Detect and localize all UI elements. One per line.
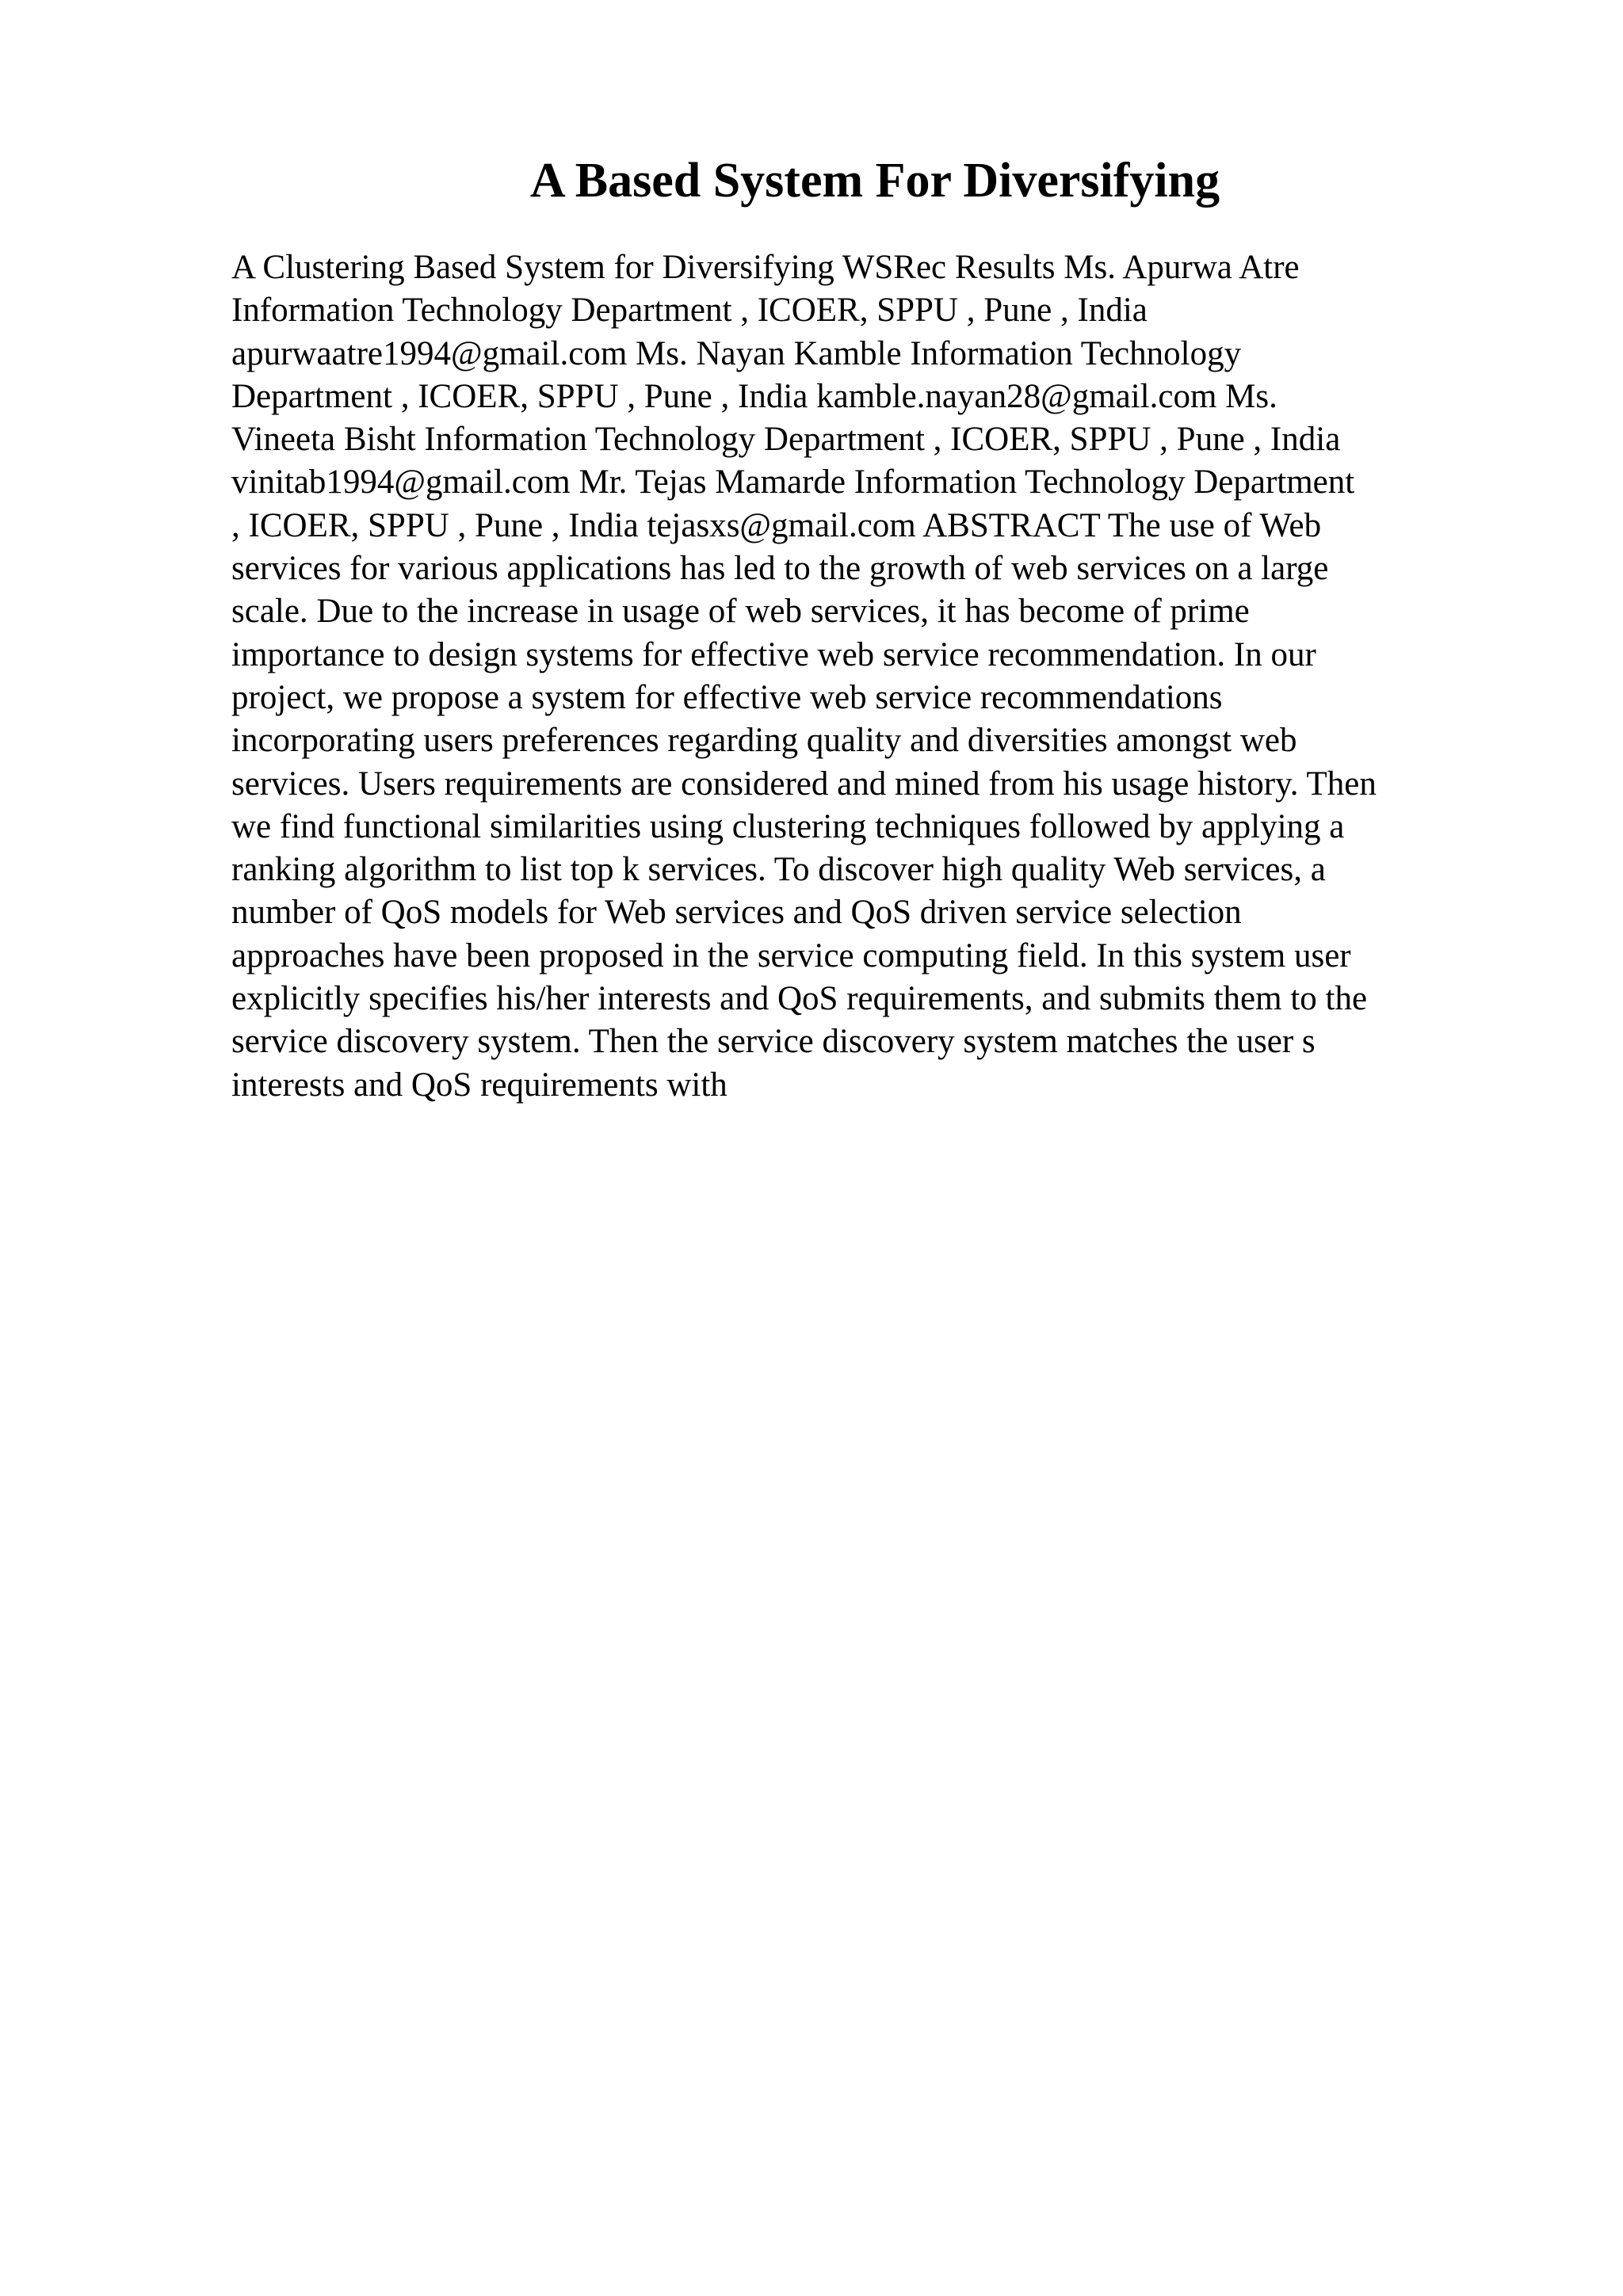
- document-title: A Based System For Diversifying: [529, 154, 1220, 208]
- body-line: services. Users requirements are considered and mined from his usage history. Then: [231, 765, 1377, 803]
- body-line: scale. Due to the increase in usage of web services, it has become of prime: [231, 593, 1250, 631]
- body-line: service discovery system. Then the service discovery system matches the user s: [231, 1023, 1316, 1061]
- body-line: apurwaatre1994@gmail.com Ms. Nayan Kamble Information Technology: [231, 334, 1242, 372]
- body-line: Department , ICOER, SPPU , Pune , India kamble.nayan28@gmail.com Ms.: [231, 377, 1277, 415]
- body-line: vinitab1994@gmail.com Mr. Tejas Mamarde Information Technology Department: [231, 463, 1355, 502]
- body-line: project, we propose a system for effective web service recommendations: [231, 678, 1223, 716]
- body-line: services for various applications has led to the growth of web services on a large: [231, 550, 1329, 588]
- body-line: ranking algorithm to list top k services. To discover high quality Web services, a: [231, 851, 1326, 889]
- body-line: we find functional similarities using clustering techniques followed by applying a: [231, 807, 1345, 845]
- body-line: Information Technology Department , ICOER, SPPU , Pune , India: [231, 292, 1148, 330]
- body-line: incorporating users preferences regarding quality and diversities amongst web: [231, 722, 1297, 760]
- body-line: importance to design systems for effective web service recommendation. In our: [231, 635, 1316, 673]
- body-line: A Clustering Based System for Diversifying WSRec Results Ms. Apurwa Atre: [231, 249, 1300, 286]
- document-body: [231, 246, 1491, 1107]
- body-line: interests and QoS requirements with: [231, 1066, 727, 1104]
- body-line: number of QoS models for Web services and QoS driven service selection: [231, 894, 1242, 932]
- body-line: approaches have been proposed in the service computing field. In this system user: [231, 936, 1351, 974]
- body-line: explicitly specifies his/her interests and QoS requirements, and submits them to the: [231, 980, 1368, 1018]
- body-line: , ICOER, SPPU , Pune , India tejasxs@gmail.com ABSTRACT The use of Web: [231, 506, 1322, 544]
- body-line: Vineeta Bisht Information Technology Department , ICOER, SPPU , Pune , India: [231, 421, 1341, 459]
